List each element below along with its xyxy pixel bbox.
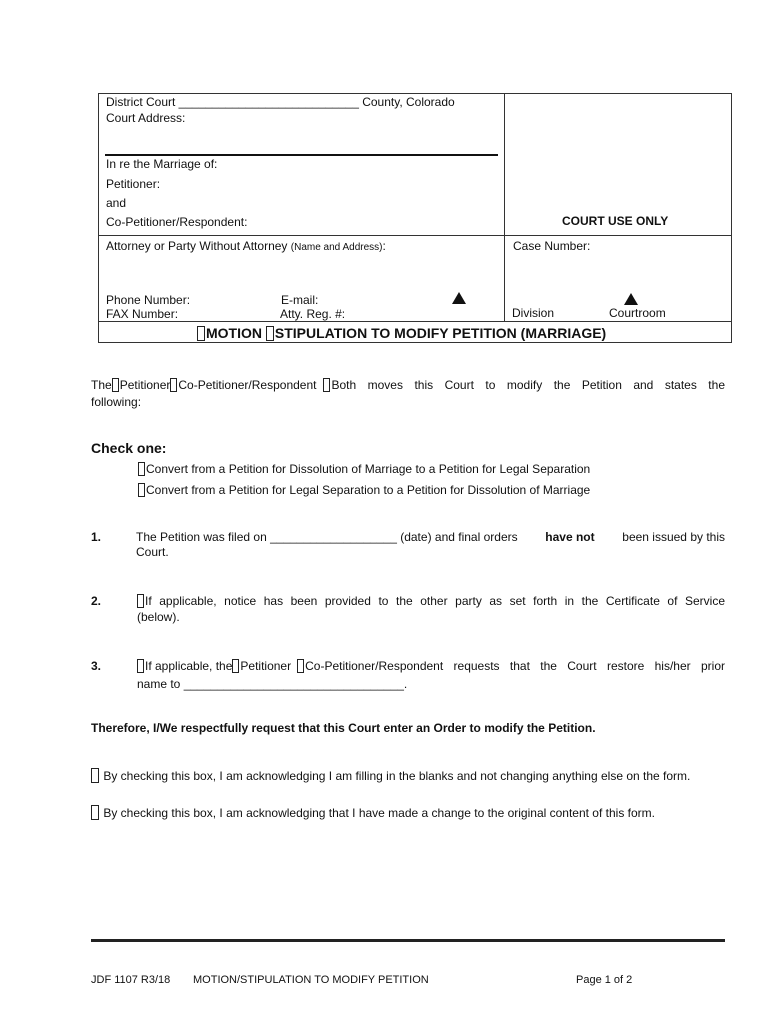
item-2-text: If applicable, notice has been provided to the other party as set forth in the Certificate of Service (145, 594, 725, 608)
footer-rule (91, 939, 725, 942)
intro-co-petitioner-label: Co-Petitioner/Respondent (178, 378, 317, 392)
item-1-line2: Court. (136, 545, 169, 559)
check-option-2 (138, 483, 590, 497)
attorney-note: (Name and Address) (290, 242, 383, 253)
item-2-number: 2. (91, 594, 102, 608)
footer-form-title: MOTION/STIPULATION TO MODIFY PETITION (193, 974, 429, 986)
item-1-bold: have not (545, 530, 595, 544)
therefore-statement: Therefore, I/We respectfully request that this Court enter an Order to modify the Petition. (91, 721, 596, 735)
intro-co-petitioner-checkbox[interactable] (170, 378, 177, 392)
item-3-petitioner-checkbox[interactable] (232, 659, 239, 673)
intro-petitioner-label: Petitioner (119, 378, 171, 392)
ack-2-text: By checking this box, I am acknowledging that I have made a change to the original content of this form. (103, 806, 655, 820)
option-1-checkbox[interactable] (138, 462, 145, 476)
intro-both-label: Both moves this Court to modify the Petition and states the (331, 378, 725, 392)
caption-row-divider (98, 235, 732, 236)
check-one-heading: Check one: (91, 440, 167, 456)
court-use-only: COURT USE ONLY (562, 214, 669, 228)
court-line: District Court ___________________________ County, Colorado (106, 95, 455, 109)
attorney-label-text: Attorney or Party Without Attorney (106, 239, 288, 253)
and-label: and (106, 196, 127, 210)
title-row-divider (98, 321, 732, 322)
court-address-label: Court Address: (106, 111, 186, 125)
phone-label: Phone Number: (106, 293, 191, 307)
footer-page-number: Page 1 of 2 (576, 974, 633, 986)
option-2-label: Convert from a Petition for Legal Separation to a Petition for Dissolution of Marriage (146, 483, 591, 497)
intro-co-petitioner-option (170, 378, 316, 392)
item-3-petitioner-label: Petitioner (240, 659, 292, 673)
intro-following: following: (91, 395, 142, 409)
caption-left-border (98, 93, 99, 343)
ack-1-text: By checking this box, I am acknowledging I am filling in the blanks and not changing anything else on the form. (103, 769, 691, 783)
ack-1 (91, 768, 690, 783)
atty-reg-label: Atty. Reg. #: (280, 307, 346, 321)
title-motion: MOTION (206, 325, 262, 341)
case-triangle-icon (624, 293, 638, 305)
item-1-line1 (136, 530, 725, 544)
division-label: Division (512, 306, 555, 320)
item-1-number: 1. (91, 530, 102, 544)
intro-line (91, 378, 725, 392)
item-3-co-checkbox[interactable] (297, 659, 304, 673)
item-3-co-option (297, 659, 725, 673)
motion-checkbox[interactable] (197, 326, 205, 341)
stipulation-checkbox[interactable] (266, 326, 274, 341)
co-petitioner-label: Co-Petitioner/Respondent: (106, 215, 248, 229)
intro-the: The (91, 378, 112, 392)
item-3-petitioner-option (232, 659, 291, 673)
item-1-text-b: been issued by this (622, 530, 725, 544)
option-2-checkbox[interactable] (138, 483, 145, 497)
email-label: E-mail: (281, 293, 319, 307)
caption-vertical-divider (504, 93, 505, 322)
attorney-colon: : (382, 239, 386, 253)
title-rest: STIPULATION TO MODIFY PETITION (MARRIAGE) (274, 325, 607, 341)
caption-right-border (731, 93, 732, 343)
caption-bottom-border (98, 342, 732, 343)
petitioner-label: Petitioner: (106, 177, 161, 191)
caption-top-border (98, 93, 732, 94)
marriage-of-label: In re the Marriage of: (106, 157, 218, 171)
item-3-checkbox[interactable] (137, 659, 144, 673)
court-address-underline (105, 154, 498, 156)
item-1-text-a: The Petition was filed on ___________________ (date) and final orders (136, 530, 518, 544)
item-2-checkbox[interactable] (137, 594, 144, 608)
intro-petitioner-checkbox[interactable] (112, 378, 119, 392)
item-3-line1 (137, 659, 725, 673)
intro-both-checkbox[interactable] (323, 378, 330, 392)
item-3-text-a: If applicable, the (145, 659, 233, 673)
ack-2 (91, 805, 655, 820)
caption-triangle-icon (452, 292, 466, 304)
case-number-label: Case Number: (513, 239, 591, 253)
item-3-line2: name to _________________________________. (137, 677, 408, 691)
fax-label: FAX Number: (106, 307, 179, 321)
option-1-label: Convert from a Petition for Dissolution of Marriage to a Petition for Legal Separation (146, 462, 591, 476)
item-3-applicable (137, 659, 232, 673)
courtroom-label: Courtroom (609, 306, 666, 320)
item-3-number: 3. (91, 659, 102, 673)
item-2-line1 (137, 594, 725, 608)
attorney-label (106, 239, 386, 253)
ack-1-checkbox[interactable] (91, 768, 99, 783)
footer-form-id: JDF 1107 R3/18 (91, 974, 171, 986)
form-title (197, 325, 606, 341)
intro-both-option (323, 378, 725, 392)
check-option-1 (138, 462, 590, 476)
ack-2-checkbox[interactable] (91, 805, 99, 820)
item-3-text-b: Co-Petitioner/Respondent requests that the Court restore his/her prior (305, 659, 725, 673)
item-2-line2: (below). (137, 610, 180, 624)
intro-petitioner-option (112, 378, 171, 392)
